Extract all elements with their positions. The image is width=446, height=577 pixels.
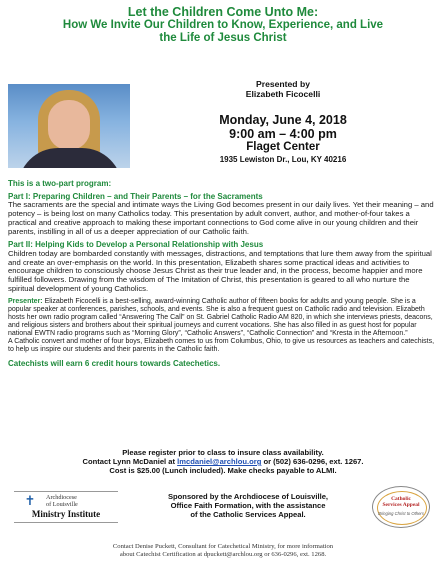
presented-by-block	[120, 79, 446, 99]
program-description	[8, 180, 438, 369]
sponsor-line-3: of the Catholic Services Appeal.	[190, 510, 306, 519]
registration-email-link[interactable]: lmcdaniel@archlou.org	[177, 457, 262, 466]
presented-by-label: Presented by	[256, 79, 310, 89]
credit-hours-note: Catechists will earn 6 credit hours towards Catechetics.	[8, 359, 221, 369]
flyer-title	[0, 6, 446, 45]
sponsor-info	[130, 492, 366, 519]
event-time: 9:00 am – 4:00 pm	[229, 127, 337, 141]
footer-contact	[0, 543, 446, 559]
part-2-section	[8, 241, 438, 293]
bio-label: Presenter:	[8, 298, 43, 306]
logo-left-text	[46, 494, 78, 508]
title-line-1: Let the Children Come Unto Me:	[127, 5, 319, 19]
footer-line-1: Contact Denise Puckett, Consultant for Catechetical Ministry, for more information	[112, 543, 334, 550]
program-intro: This is a two-part program:	[8, 179, 112, 188]
registration-line-2	[0, 457, 446, 466]
cross-icon: ✝	[24, 493, 36, 508]
logo-right-line-1: Catholic	[391, 496, 411, 502]
part-2-text: Children today are bombarded constantly with messages, distractions, and temptations that lure them away from the spiritual and create an over-emphasis on the world. In this presentation, Elizabeth shares some practical ideas and activities to encourage children to consciously choose Jesus Christ as their true leader and, in the process, become happier and more fulfilled followers. Drawing from the wisdom of The Imitation of Christ, this presentation is geared to all who nurture the spiritual development of young Catholics.	[8, 248, 432, 293]
event-details	[120, 113, 446, 165]
registration-line-1: Please register prior to class to insure class availability.	[122, 448, 324, 457]
sponsor-line-2: Office Faith Formation, with the assistance	[170, 501, 326, 510]
presenter-photo	[8, 84, 130, 168]
logo-left-line-3: Ministry Institute	[31, 509, 101, 519]
event-venue: Flaget Center	[246, 141, 320, 153]
registration-contact-prefix: Contact Lynn McDaniel at	[82, 457, 178, 466]
registration-info	[0, 448, 446, 475]
title-line-3: the Life of Jesus Christ	[159, 32, 287, 44]
logo-left-line-2: of Louisville	[46, 501, 78, 508]
presenter-bio	[8, 298, 438, 338]
sponsor-line-1: Sponsored by the Archdiocese of Louisville,	[167, 492, 329, 501]
logo-right-line-2: Services Appeal	[382, 502, 420, 508]
title-line-2: How We Invite Our Children to Know, Experience, and Live	[62, 19, 384, 31]
logo-left-line-1: Archdiocese	[46, 494, 77, 501]
part-2-heading: Part II: Helping Kids to Develop a Personal Relationship with Jesus	[8, 240, 264, 250]
presenter-name: Elizabeth Ficocelli	[245, 89, 321, 99]
registration-contact-suffix: or (502) 636-0296, ext. 1267.	[261, 457, 364, 466]
presenter-bio-2: A Catholic convert and mother of four boys, Elizabeth comes to us from Columbus, Ohio, to give us resources as teachers and catechists, to help us inspire our students and their parents in the Catholic faith.	[8, 338, 435, 354]
logo-right-tagline: Bringing Christ to Others	[378, 511, 424, 516]
part-1-section	[8, 193, 438, 237]
footer-line-2: about Catechist Certification at dpuckett@archlou.org or 636-0296, ext. 1268.	[119, 551, 327, 558]
event-date: Monday, June 4, 2018	[219, 113, 347, 127]
part-1-heading: Part I: Preparing Children – and Their Parents – for the Sacraments	[8, 191, 263, 201]
ministry-institute-logo	[14, 491, 118, 523]
event-address: 1935 Lewiston Dr., Lou, KY 40216	[219, 155, 347, 164]
part-1-text: The sacraments are the special and intimate ways the Living God becomes present in our daily lives. Yet their meaning – and potency – is being lost on many Catholics today. This presentation by adult convert, author, and mother-of-four takes a practical and creative approach to making these important connections to God come alive in our young children and their parents, instilling in all of us a deeper appreciation of our Catholic faith.	[8, 200, 434, 236]
photo-shoulders	[18, 148, 122, 168]
bio-text: Elizabeth Ficocelli is a best-selling, award-winning Catholic author of fifteen books for adults and young people. She is a popular speaker at conferences, parishes, schools, and events. She is also a frequent guest on Catholic radio and television. Elizabeth hosts her own radio program called “Answering The Call” on St. Gabriel Catholic Radio AM 820, in which she interviews priests, deacons, and religious sisters and brothers about their spiritual journeys and current vocations. She has also filled in as guest host for popular national EWTN radio programs such as “Morning Glory”, “Catholic Answers”, “Catholic Connection” and “Kresta in the Afternoon.”	[8, 298, 433, 338]
photo-face	[48, 100, 90, 150]
registration-line-3: Cost is $25.00 (Lunch included). Make checks payable to ALMI.	[109, 466, 337, 475]
catholic-services-appeal-logo	[372, 486, 430, 528]
logo-right-name	[373, 496, 429, 508]
